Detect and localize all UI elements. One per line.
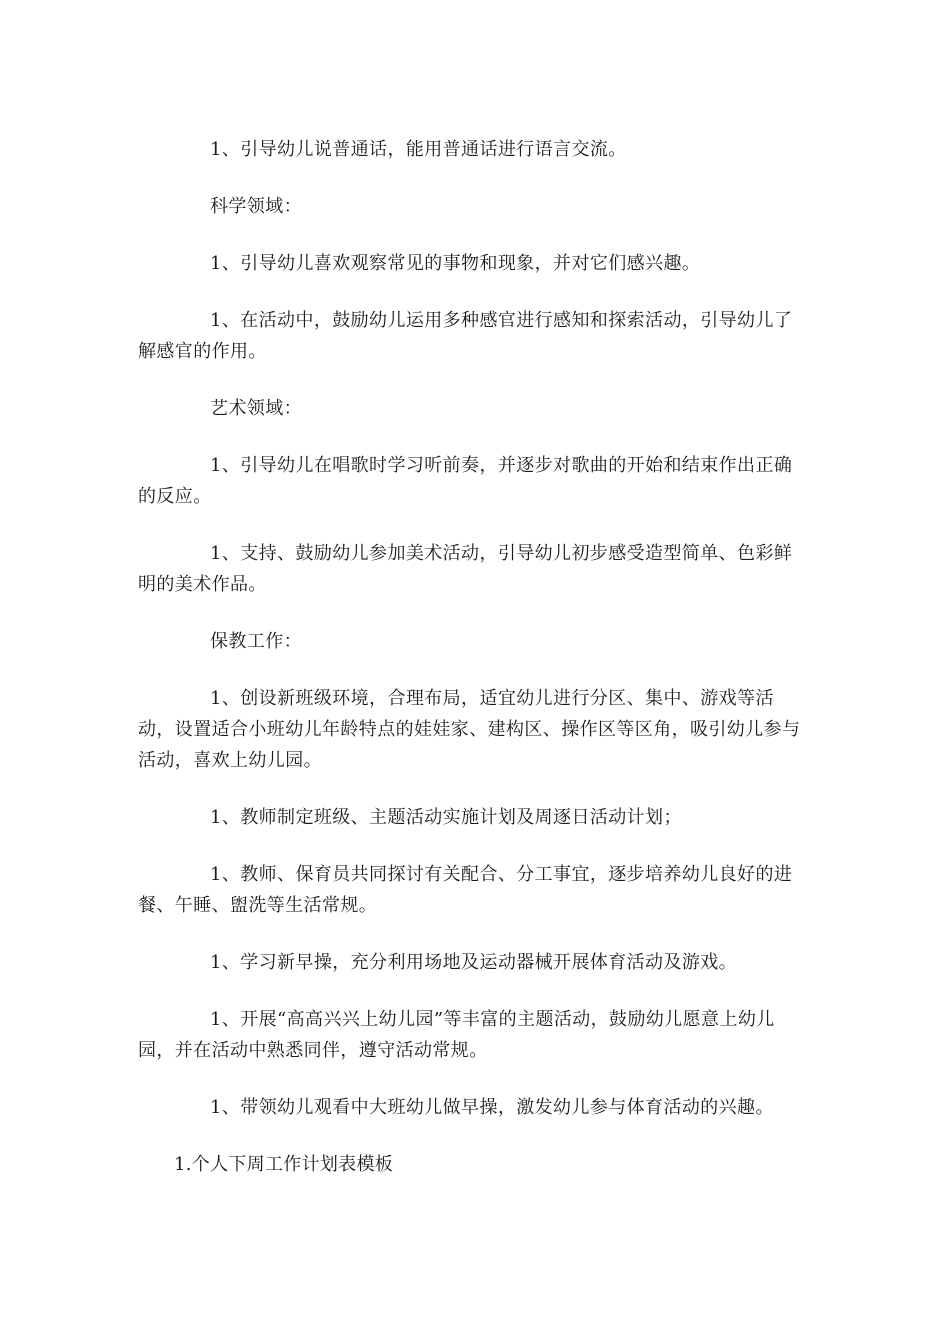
document-body bbox=[138, 134, 808, 1180]
paragraph-teacher-plan: 1、教师制定班级、主题活动实施计划及周逐日活动计划； bbox=[210, 807, 682, 828]
paragraph-environment: 1、创设新班级环境，合理布局，适宜幼儿进行分区、集中、游戏等活动，设置适合小班幼儿年龄特点的娃娃家、建构区、操作区等区角，吸引幼儿参与活动，喜欢上幼儿园。 bbox=[138, 688, 801, 771]
section-title: 1.个人下周工作计划表模板 bbox=[174, 1154, 394, 1175]
heading-science: 科学领域： bbox=[210, 196, 302, 217]
paragraph-watch-exercise: 1、带领幼儿观看中大班幼儿做早操，激发幼儿参与体育活动的兴趣。 bbox=[210, 1097, 774, 1118]
paragraph-morning-exercise: 1、学习新早操，充分利用场地及运动器械开展体育活动及游戏。 bbox=[210, 952, 738, 973]
paragraph-singing: 1、引导幼儿在唱歌时学习听前奏，并逐步对歌曲的开始和结束作出正确的反应。 bbox=[138, 455, 793, 507]
paragraph-mandarin: 1、引导幼儿说普通话，能用普通话进行语言交流。 bbox=[210, 139, 627, 160]
paragraph-observe: 1、引导幼儿喜欢观察常见的事物和现象，并对它们感兴趣。 bbox=[210, 253, 701, 274]
heading-art: 艺术领域： bbox=[210, 398, 302, 419]
paragraph-senses: 1、在活动中，鼓励幼儿运用多种感官进行感知和探索活动，引导幼儿了解感官的作用。 bbox=[138, 310, 793, 362]
paragraph-routines: 1、教师、保育员共同探讨有关配合、分工事宜，逐步培养幼儿良好的进餐、午睡、盥洗等生活常规。 bbox=[138, 864, 793, 916]
paragraph-theme-activity: 1、开展“高高兴兴上幼儿园”等丰富的主题活动，鼓励幼儿愿意上幼儿园，并在活动中熟悉同伴，遵守活动常规。 bbox=[138, 1009, 775, 1061]
heading-care-education: 保教工作： bbox=[210, 631, 302, 652]
paragraph-fine-art: 1、支持、鼓励幼儿参加美术活动，引导幼儿初步感受造型简单、色彩鲜明的美术作品。 bbox=[138, 543, 793, 595]
